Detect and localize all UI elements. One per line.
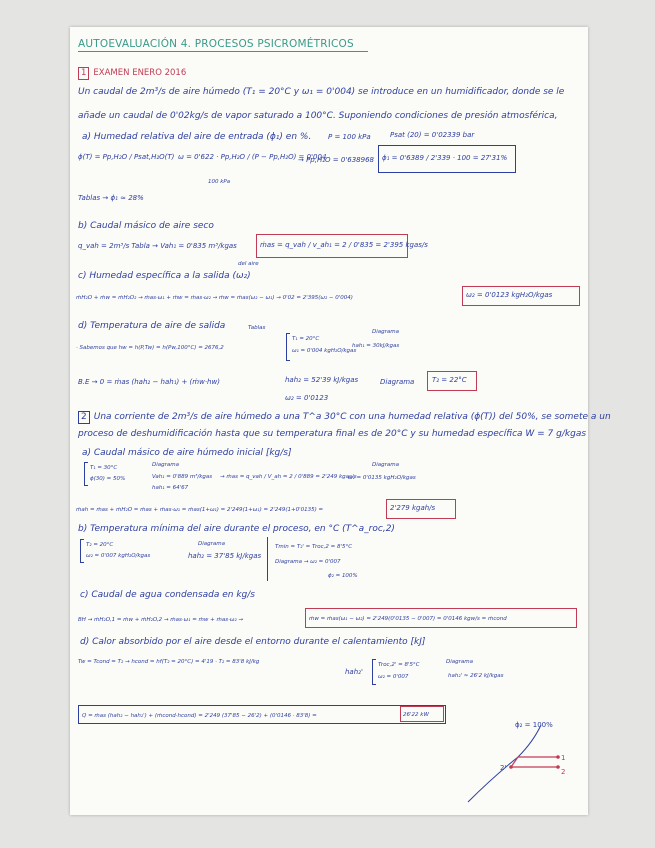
ex2-d-brace	[372, 659, 376, 685]
ex2-b-cond-t2: T₂ = 20°C	[86, 542, 114, 548]
ex2-a-diagrama: Diagrama	[152, 462, 179, 468]
ex2-c-result: ṁw = ṁas(ω₁ − ω₂) = 2'249(0'0135 − 0'007) = 0'0146 kgw/s = ṁcond	[309, 616, 507, 622]
ex2-d-hah2prime: hah₂'	[345, 668, 363, 676]
page-title: AUTOEVALUACIÓN 4. PROCESOS PSICROMÉTRICOS	[78, 38, 354, 50]
sketch-point-2: 2	[561, 768, 566, 776]
ex2-c-label: c) Caudal de agua condensada en kg/s	[80, 590, 255, 600]
ex2-a-cond-t1: T₁ = 30°C	[90, 465, 118, 471]
ex1-a-pressure: P = 100 kPa	[328, 133, 371, 141]
psychrometric-sketch	[463, 717, 573, 817]
ex1-d-result: T₂ = 22°C	[432, 376, 467, 384]
ex1-intro-line-2: añade un caudal de 0'02kg/s de vapor saturado a 100°C. Suponiendo condiciones de presión atmosférica,	[78, 111, 558, 121]
sketch-point-1: 1	[561, 754, 566, 762]
ex2-a-vah1: Vah₁ = 0'889 m³/kgas	[152, 474, 213, 480]
sketch-point-2prime: 2'	[500, 764, 507, 772]
ex1-a-formula-phi: ϕ(T) = Pp,H₂O / Psat,H₂O(T)	[78, 153, 175, 161]
ex2-b-diagrama-2: Diagrama → ω₂ = 0'007	[275, 559, 341, 565]
ex2-b-phi: ϕ₂ = 100%	[328, 573, 358, 579]
ex2-b-label: b) Temperatura mínima del aire durante el proceso, en °C (T^a_roc,2)	[78, 524, 395, 534]
ex2-c-line: BH → ṁH₂O,1 = ṁw + ṁH₂O,2 → ṁas·ω₁ = ṁw + ṁas·ω₂ →	[78, 617, 244, 623]
sketch-phi-label: ϕ₂ = 100%	[515, 721, 553, 729]
ex2-b-brace	[80, 539, 84, 563]
ex1-d-energy-balance: B.E → 0 = ṁas (hah₂ − hah₁) + (ṁw·hw)	[78, 378, 220, 386]
ex1-b-label: b) Caudal másico de aire seco	[78, 221, 214, 231]
ex1-d-line: · Sabemos que hw = h(P,Tw) = h(Pw,100°C) = 2676,2	[76, 345, 224, 351]
ex1-c-label: c) Humedad específica a la salida (ω₂)	[78, 271, 251, 281]
ex1-d-diagrama: Diagrama	[372, 329, 399, 335]
ex2-d-cond-troc: Troc,2' = 8'5°C	[378, 662, 420, 668]
exercise-1-number: 1	[78, 67, 89, 80]
ex2-b-tmin: Tmin = T₂' = Troc,2 = 8'5°C	[275, 544, 353, 550]
notebook-page	[70, 27, 611, 815]
ex1-a-formula-omega: ω = 0'622 · Pp,H₂O / (P − Pp,H₂O) = 0'004	[178, 153, 327, 161]
ex2-a-result: 2'279 kgah/s	[390, 504, 436, 512]
ex2-b-cond-w2: ω₂ = 0'007 kgH₂O/kgas	[86, 553, 151, 559]
ex2-a-mas: → ṁas = q_vah / V_ah = 2 / 0'889 = 2'249 kgas/s	[220, 474, 357, 480]
ex1-d-cond-w1: ω₁ = 0'004 kgH₂O/kgas	[292, 348, 357, 354]
ex1-b-line: q_vah = 2m³/s Tabla → Vah₁ = 0'835 m³/kgas	[78, 242, 237, 250]
ex2-a-label: a) Caudal másico de aire húmedo inicial [kg/s]	[82, 448, 292, 458]
ex1-a-tablas: Tablas → ϕ₁ ≈ 28%	[78, 194, 144, 202]
point-2prime-marker	[509, 765, 513, 769]
exam-label: EXAMEN ENERO 2016	[93, 68, 187, 78]
ex1-d-hah2: hah₂ = 52'39 kJ/kgas	[285, 376, 359, 384]
ex2-d-heat-equation: Q = ṁas (hah₂ − hah₂') + (ṁcond·hcond) = 2'249 (37'85 − 26'2) + (0'0146 · 83'8) =	[82, 713, 317, 719]
ex2-d-equation-box	[78, 705, 446, 724]
ex1-a-pp-result: → Pp,H₂O = 0'638968	[298, 156, 374, 164]
ex1-c-note: del aire	[238, 261, 259, 267]
ex1-d-brace	[286, 333, 290, 361]
ex2-a-diagrama-2: Diagrama	[372, 462, 399, 468]
ex2-intro-line-2: proceso de deshumidificación hasta que su temperatura final es de 20°C y su humedad específica W = 7 g/kgas	[78, 429, 587, 439]
ex1-c-line: ṁH₂O + ṁw = ṁH₂O₂ → ṁas·ω₁ + ṁw = ṁas·ω₂ → ṁw = ṁas(ω₂ − ω₁) → 0'02 = 2'395(ω₂ − 0'004)	[76, 295, 353, 301]
exercise-1-heading	[78, 67, 186, 80]
ex1-d-w2: ω₂ = 0'0123	[285, 394, 329, 402]
ex2-d-diagrama: Diagrama	[446, 659, 473, 665]
ex2-d-hah2-result: hah₂' ≈ 26'2 kJ/kgas	[448, 673, 504, 679]
ex2-d-label: d) Calor absorbido por el aire desde el entorno durante el calentamiento [kJ]	[80, 637, 426, 647]
point-2-marker	[556, 765, 560, 769]
ex1-d-diagrama-2: Diagrama	[380, 378, 415, 386]
ex1-d-cond-t1: T₁ = 20°C	[292, 336, 320, 342]
ex1-a-psat: Psat (20) = 0'02339 bar	[390, 131, 475, 139]
ex2-a-hah1: hah₁ = 64'67	[152, 485, 189, 491]
ex1-a-result: ϕ₁ = 0'6389 / 2'339 · 100 = 27'31%	[382, 154, 508, 162]
ex2-a-line: ṁah = ṁas + ṁH₂O = ṁas + ṁas·ω₁ = ṁas(1+ω₁) = 2'249(1+ω₁) = 2'249(1+0'0135) =	[76, 507, 324, 513]
ex2-a-brace	[84, 462, 88, 486]
ex1-d-hah1: hah₁ = 30kJ/kgas	[352, 343, 400, 349]
ex2-d-line: Tw = Tcond = T₂ → hcond = hf(T₂ = 20°C) = 4'19 · T₂ = 83'8 kJ/kg	[78, 659, 260, 665]
ex1-d-tablas: Tablas	[248, 325, 266, 331]
ex1-intro-line-1: Un caudal de 2m³/s de aire húmedo (T₁ = 20°C y ω₁ = 0'004) se introduce en un humidificador, donde se le	[78, 87, 565, 97]
point-1-marker	[556, 755, 560, 759]
ex1-c-result: ω₂ = 0'0123 kgH₂O/kgas	[466, 291, 553, 299]
title-underline	[78, 51, 368, 52]
ex2-d-result: 26'22 kW	[403, 712, 429, 718]
ex1-a-100kpa-note: 100 kPa	[208, 179, 231, 185]
ex2-intro-line-1	[78, 411, 611, 424]
ex2-a-cond-phi: ϕ(30) = 50%	[90, 476, 126, 482]
ex1-a-label: a) Humedad relativa del aire de entrada (ϕ₁) en %.	[82, 132, 312, 142]
ex2-b-hah2: hah₂ = 37'85 kJ/kgas	[188, 552, 262, 560]
ex1-b-result: ṁas = q_vah / v_ah₁ = 2 / 0'835 = 2'395 kgas/s	[260, 241, 428, 249]
ex2-b-divider	[267, 537, 268, 581]
ex2-a-w1: ω₁ = 0'0135 kgH₂O/kgas	[348, 475, 416, 481]
ex2-intro-text-1: Una corriente de 2m³/s de aire húmedo a una T^a 30°C con una humedad relativa (ϕ(T)) del 50%, se somete a un	[93, 412, 611, 422]
ex2-b-diagrama: Diagrama	[198, 541, 225, 547]
ex2-d-cond-w2: ω₂ = 0'007	[378, 674, 409, 680]
exercise-2-number: 2	[78, 411, 90, 424]
ex1-d-label: d) Temperatura de aire de salida	[78, 321, 226, 331]
